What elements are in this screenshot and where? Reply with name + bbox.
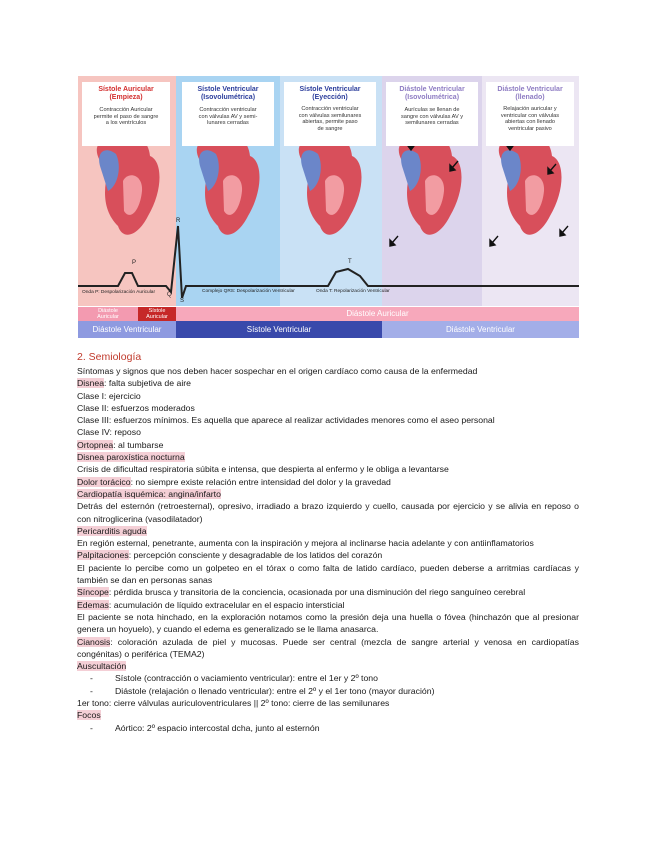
term-dolor-toracico: Dolor torácico xyxy=(77,476,131,487)
phase-diastole-ventricular-left: Diástole Ventricular xyxy=(92,325,162,334)
panel-1-desc: Contracción Auricular permite el paso de sangre a los ventrículos xyxy=(93,107,159,126)
focos-item-1-text: Aórtico: 2º espacio intercostal dcha, junto al esternón xyxy=(115,722,320,733)
clase-1: Clase I: ejercicio xyxy=(77,390,141,401)
palpitaciones-rest: : percepción consciente y desagradable de los latidos del corazón xyxy=(128,550,383,561)
term-disnea-paroxistica: Disnea paroxística nocturna xyxy=(77,452,185,463)
focos-item-1 xyxy=(77,722,579,734)
ecg-letter-q: Q xyxy=(167,292,172,298)
ecg-label-qrs: Complejo QRS: Despolarización Ventricular xyxy=(202,289,295,294)
phase-sistole-auricular-small: Sístole Auricular xyxy=(146,308,168,320)
disnea-paroxistica-line xyxy=(77,451,579,463)
term-disnea: Disnea xyxy=(77,378,105,389)
sincope-line xyxy=(77,586,579,598)
edemas-line xyxy=(77,599,579,611)
focos-line xyxy=(77,709,579,721)
term-auscultacion: Auscultación xyxy=(77,661,127,672)
bullet-dash: - xyxy=(90,685,93,696)
panel-2-title: Sístole Ventricular (Isovolumétrica) xyxy=(197,86,259,101)
dolor-line xyxy=(77,476,579,488)
cardiopatia-line xyxy=(77,488,579,500)
cardiopatia-desc: Detrás del esternón (retroesternal), opresivo, irradiado a brazo izquierdo y cuello, causada por ejercicio y se alivia en reposo o con nitroglicerina (vasodilatador) xyxy=(77,501,579,524)
disnea-line xyxy=(77,377,579,389)
panel-3-title: Sístole Ventricular (Eyección) xyxy=(299,86,361,101)
ecg-letter-r: R xyxy=(176,218,181,224)
palpitaciones-desc: El paciente lo percibe como un golpeteo en el tórax o como falta de latido cardíaco, pueden deberse a arritmias cardíacas y también se dan en personas sanas xyxy=(77,562,579,586)
ecg-letter-s: S xyxy=(180,298,185,304)
panel-4-title: Diástole Ventricular (Isovolumétrica) xyxy=(399,86,465,101)
cianosis-rest: : coloración azulada de piel y mucosas. Puede ser central (mezcla de sangre arterial y venosa en cardiopatías congénitas) o periférica (TEMA2) xyxy=(77,636,579,659)
ecg-label-t-wave: Onda T: Repolarización Ventricular xyxy=(316,289,390,294)
panel-1-title: Sístole Auricular (Empieza) xyxy=(98,86,154,101)
term-edemas: Edemas xyxy=(77,599,109,610)
term-cardiopatia: Cardiopatía isquémica: angina/infarto xyxy=(77,488,221,499)
panel-5-desc: Relajación auricular y ventricular con válvulas abiertas con llenado ventricular pasivo xyxy=(500,106,560,132)
term-sincope: Síncope xyxy=(77,587,109,598)
ortopnea-line xyxy=(77,439,579,451)
tonos-line: 1er tono: cierre válvulas auriculoventriculares || 2º tono: cierre de las semilunares xyxy=(77,698,390,709)
auscultacion-item-1-text: Sístole (contracción o vaciamiento ventricular): entre el 1er y 2º tono xyxy=(115,673,378,684)
panel-5-title: Diástole Ventricular (llenado) xyxy=(497,86,563,101)
ortopnea-rest: : al tumbarse xyxy=(113,439,164,450)
dolor-rest: : no siempre existe relación entre intensidad del dolor y la gravedad xyxy=(130,476,391,487)
term-focos: Focos xyxy=(77,710,101,721)
phase-diastole-auricular: Diástole Auricular xyxy=(346,309,409,318)
panel-4-desc: Aurículas se llenan de sangre con válvulas AV y semilunares cerradas xyxy=(400,107,464,126)
palpitaciones-line xyxy=(77,549,579,561)
bullet-dash: - xyxy=(90,673,93,684)
clase-4: Clase IV: reposo xyxy=(77,427,141,438)
panel-3-desc: Contracción ventricular con válvulas semilunares abiertas, permite paso de sangre xyxy=(298,106,362,132)
pericarditis-line xyxy=(77,525,579,537)
phase-sistole-ventricular: Sístole Ventricular xyxy=(246,325,312,334)
auscultacion-item-2-text: Diástole (relajación o llenado ventricular): entre el 2º y el 1er tono (mayor duración) xyxy=(115,685,435,696)
clase-2: Clase II: esfuerzos moderados xyxy=(77,402,195,413)
ecg-letter-t: T xyxy=(348,259,352,265)
auscultacion-line xyxy=(77,660,579,672)
panel-2-desc: Contracción ventricular con válvulas AV y semi- lunares cerradas xyxy=(198,107,258,126)
edemas-rest: : acumulación de líquido extracelular en el espacio intersticial xyxy=(108,599,345,610)
term-ortopnea: Ortopnea xyxy=(77,439,114,450)
cianosis-line xyxy=(77,636,579,661)
phase-diastole-ventricular-right: Diástole Ventricular xyxy=(446,325,515,334)
term-palpitaciones: Palpitaciones xyxy=(77,550,129,561)
ecg-letter-p: P xyxy=(132,260,137,266)
term-cianosis: Cianosis xyxy=(77,636,111,647)
cardiac-cycle-figure xyxy=(78,76,579,338)
bullet-dash: - xyxy=(90,722,93,733)
crisis-line: Crisis de dificultad respiratoria súbita e intensa, que despierta al enfermo y le obliga a levantarse xyxy=(77,464,449,475)
edemas-desc: El paciente se nota hinchado, en la exploración notamos como la presión deja una huella o fóvea (hinchazón que al presionar genera un hoyuelo), y cuando el edema es generalizado se le llama anasarca. xyxy=(77,611,579,635)
semiologia-section xyxy=(77,350,579,734)
phase-diastole-auricular-small: Diástole Auricular xyxy=(97,308,119,320)
pericarditis-desc: En región esternal, penetrante, aumenta con la inspiración y mejora al inclinarse hacia adelante y con antiinflamatorios xyxy=(77,538,534,549)
auscultacion-item-2 xyxy=(77,685,579,697)
clase-3: Clase III: esfuerzos mínimos. Es aquella que aparece al realizar actividades menores como el aseo personal xyxy=(77,415,495,426)
auscultacion-item-1 xyxy=(77,672,579,684)
intro-line: Síntomas y signos que nos deben hacer sospechar en el origen cardíaco como causa de la enfermedad xyxy=(77,366,478,376)
section-heading: 2. Semiología xyxy=(77,351,142,363)
sincope-rest: : pérdida brusca y transitoria de la conciencia, ocasionada por una disminución del riego sanguíneo cerebral xyxy=(108,587,526,598)
term-pericarditis: Pericarditis aguda xyxy=(77,525,147,536)
disnea-rest: : falta subjetiva de aire xyxy=(104,378,191,389)
ecg-label-p-wave: Onda P: Despolarización Auricular xyxy=(82,290,156,295)
